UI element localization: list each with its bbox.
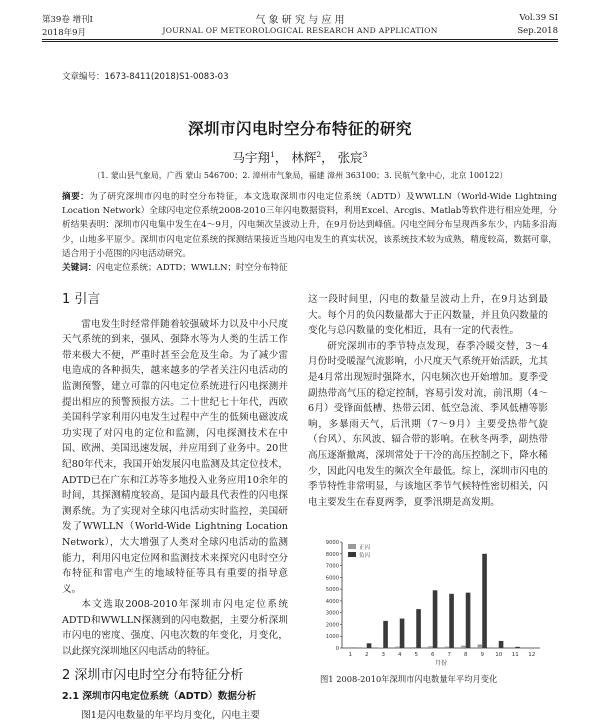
section-2-1-heading: 2.1 深圳市闪电定位系统（ADTD）数据分析 <box>62 689 288 705</box>
legend-label: 正闪 <box>359 543 371 551</box>
y-tick-label: 8000 <box>326 552 339 558</box>
x-tick-label: 11 <box>512 652 519 658</box>
bar-positive <box>445 647 450 648</box>
x-tick-label: 7 <box>448 652 452 658</box>
y-tick-label: 2000 <box>326 622 339 628</box>
bar-positive <box>428 646 433 648</box>
y-tick-label: 6000 <box>326 575 339 581</box>
x-tick-label: 5 <box>415 652 419 658</box>
figure-caption: 图1 2008-2010年深圳市闪电数量年平均月变化 <box>320 673 497 685</box>
bar-positive <box>395 647 400 648</box>
author-name: 马宇翔 <box>233 150 271 165</box>
affiliations: （1. 蒙山县气象局，广西 蒙山 546700；2. 漳州市气象局，福建 漳州 363100；3. 民航气象中心，北京 100122） <box>0 170 600 181</box>
section-1-paragraph: 雷电发生时经常伴随着较强破坏力以及中小尺度天气系统的到来，强风、强降水等为人类的生活工作带来极大不便，严重时甚至会危及生命。为了减少雷电造成的各种损失，越来越多的学者关注闪电活动的监测预警，建立可靠的闪电定位系统进行闪电探测并提出相应的预警预报方法。二十世纪七十年代，西欧美国科学家利用闪电发生过程中产生的低频电磁波成功实现了对闪电的定位和监测，闪电探测技术在中国、欧洲、美国迅速发展，并应用到了业务中。20世纪80年代末，我国开始发展闪电监测及其定位技术，ADTD已在广东和江苏等多地投入业务应用10余年的时间，其探测精度较高，是国内最具代表性的闪电探测系统。为了实现对全球闪电活动实时监控，美国研发了WWLLN（World-Wide Lightning Location Network），大大增强了人类对全球闪电活动的监测能力，利用闪电定位网和监测技术来探究闪电时空分布特征和雷电产生的地域特征等具有重要的指导意义。 <box>62 317 288 598</box>
right-paragraph: 研究深圳市的季节特点发现，春季冷暖交替，3～4月份时受暖湿气流影响，小尺度天气系统开始活跃，尤其是4月常出现短时强降水，闪电频次也开始增加。夏季受副热带高气压的稳定控制，容易引发对流，前汛期（4～6月）受锋面低槽、热带云团、低空急流、季风低槽等影响，多暴雨天气，后汛期（7～9月）主要受热带气旋（台风）、东风波、辐合带的影响。在秋冬两季，副热带高压逐渐撤离，深圳常处于干冷的高压控制之下，降水稀少，因此闪电发生的频次全年最低。综上，深圳市闪电的季节特性非常明显，与该地区季节气候特性密切相关，闪电主要发生在春夏两季，夏季汛期是高发期。 <box>308 339 548 511</box>
bar-negative <box>515 647 520 648</box>
x-tick-label: 1 <box>349 652 353 658</box>
keywords-label: 关键词： <box>62 263 96 273</box>
bar-negative <box>367 643 372 648</box>
bar-positive <box>461 646 466 648</box>
bar-negative <box>433 590 438 648</box>
bar-negative <box>416 609 421 648</box>
header-volume-en: Vol.39 SⅠ <box>519 13 558 23</box>
y-tick-label: 9000 <box>326 540 339 546</box>
bar-positive <box>412 647 417 648</box>
section-2-heading: 2 深圳市闪电时空分布特征分析 <box>62 668 288 684</box>
abstract-text: 为了研究深圳市闪电的时空分布特征，本文选取深圳市闪电定位系统（ADTD）及WWLLN（World-Wide Lightning Location Network）全球闪电定位系统2008-2010三年闪电数据资料，利用Excel、Arcgis、Matlab等软件进行相应处理，分析结果表明：深圳市闪电集中发生在4～9月，闪电频次呈波动上升，在9月份达到峰值。闪电空间分布呈现西多东少，内陆多沿海少，山地多平原少。深圳市闪电定位系统的探测结果接近当地闪电发生的真实状况，该系统技术较为成熟，精度较高，数据可靠，适合用于小范围的闪电活动研究。 <box>62 192 557 259</box>
y-tick-label: 1000 <box>326 634 339 640</box>
header-date-en: Sep.2018 <box>517 26 558 36</box>
header-journal-cn: 气 象 研 究 与 应 用 <box>0 11 600 26</box>
author-separator: ， <box>275 150 288 165</box>
x-tick-label: 6 <box>431 652 435 658</box>
bar-negative <box>383 621 388 648</box>
header-volume-cn: 第39卷 增刊Ⅰ <box>42 13 93 25</box>
article-id: 文章编号：1673-8411(2018)S1-0083-03 <box>62 70 228 82</box>
y-tick-label: 3000 <box>326 611 339 617</box>
bar-negative <box>400 619 405 648</box>
x-tick-label: 4 <box>398 652 402 658</box>
x-tick-label: 12 <box>528 652 535 658</box>
page-title: 深圳市闪电时空分布特征的研究 <box>0 117 600 139</box>
section-1-paragraph: 本文选取2008-2010年深圳市闪电定位系统ADTD和WWLLN探测到的闪电数据，主要分析深圳市闪电的密度、强度、闪电次数的年变化，月变化，以此探究深圳地区闪电活动的特征。 <box>62 597 288 659</box>
section-2-paragraph: 图1是闪电数量的年平均月变化，闪电主要 <box>62 708 288 723</box>
right-paragraph: 这一段时间里，闪电的数量呈波动上升，在9月达到最大。每个月的负闪数量都大于正闪数量，并且负闪数量的变化与总闪数量的变化相近，具有一定的代表性。 <box>308 292 548 339</box>
author-name: 张宸 <box>338 150 363 165</box>
section-1-heading: 1 引言 <box>62 292 288 308</box>
legend-swatch <box>348 552 356 557</box>
author-name: 林辉 <box>291 150 316 165</box>
y-tick-label: 5000 <box>326 587 339 593</box>
abstract <box>62 190 557 275</box>
author-separator: ， <box>321 150 334 165</box>
left-column <box>62 292 288 723</box>
author-sup: 3 <box>363 150 368 159</box>
header-journal-en: JOURNAL OF METEOROLOGICAL RESEARCH AND APPLICATION <box>0 26 600 35</box>
y-tick-label: 0 <box>336 646 339 652</box>
y-tick-label: 7000 <box>326 564 339 570</box>
header-rule-bottom <box>42 41 558 42</box>
lightning-monthly-chart <box>312 528 550 670</box>
bar-positive <box>478 644 483 648</box>
header-rule-top <box>42 39 558 40</box>
x-tick-label: 8 <box>464 652 468 658</box>
keywords-text: 闪电定位系统；ADTD；WWLLN；时空分布特征 <box>96 263 287 273</box>
x-tick-label: 10 <box>495 652 502 658</box>
right-column <box>308 292 548 510</box>
x-axis-label: 月份 <box>435 659 447 667</box>
legend-label: 负闪 <box>359 551 371 559</box>
x-tick-label: 9 <box>481 652 485 658</box>
y-tick-label: 4000 <box>326 599 339 605</box>
authors <box>0 148 600 166</box>
x-tick-label: 3 <box>382 652 386 658</box>
x-tick-label: 2 <box>365 652 369 658</box>
header-date-cn: 2018年9月 <box>42 26 86 38</box>
author-sup: 1 <box>270 150 275 159</box>
bar-negative <box>449 594 454 648</box>
author-sup: 2 <box>316 150 321 159</box>
bar-negative <box>466 593 471 648</box>
bar-negative <box>482 554 487 648</box>
legend-swatch <box>348 544 356 549</box>
abstract-label: 摘要： <box>62 192 89 202</box>
bar-negative <box>499 641 504 648</box>
